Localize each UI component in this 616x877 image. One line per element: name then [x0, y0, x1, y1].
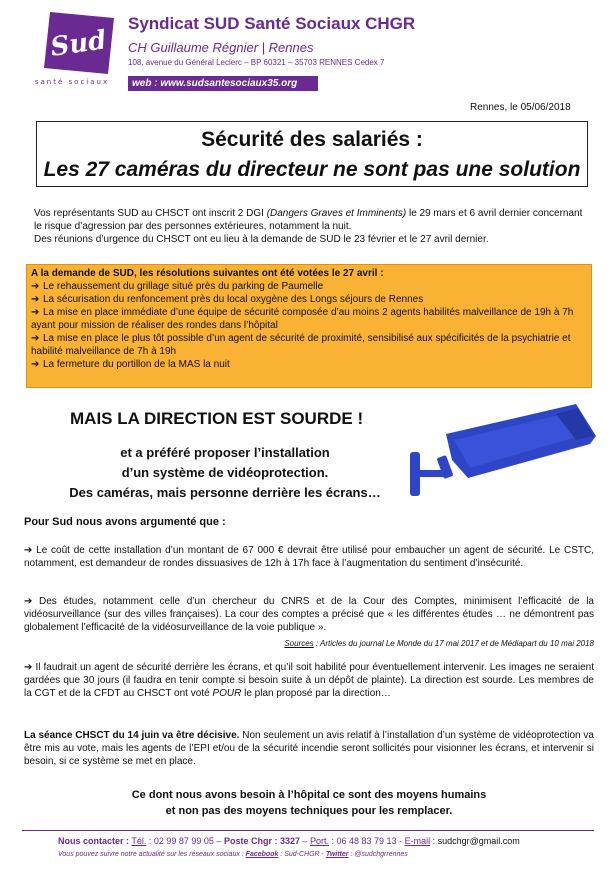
resolutions-heading: A la demande de SUD, les résolutions suivantes ont été votées le 27 avril : [31, 268, 384, 279]
arrow-right-icon: ➔ [31, 307, 40, 318]
resolution-item [31, 306, 587, 332]
statement-line-3: Des caméras, mais personne derrière les écrans… [69, 485, 381, 500]
logo-subtext: santé sociaux [34, 78, 110, 86]
website-link[interactable]: web : www.sudsantesociaux35.org [128, 76, 318, 91]
section-statement [60, 443, 390, 503]
contact-label: Nous contacter : [58, 836, 130, 846]
argument-paragraph [24, 595, 594, 634]
arrow-right-icon: ➔ [31, 294, 40, 305]
page-title: Sécurité des salariés : [201, 128, 423, 151]
intro-paragraph-2: Des réunions d’urgence du CHSCT ont eu lieu à la demande de SUD le 23 février et le 27 avril dernier. [34, 234, 489, 245]
footer-divider [22, 830, 594, 831]
resolution-text: La mise en place immédiate d’une équipe de sécurité composée d’au moins 2 agents habilités malveillance de 19h à 7h ayant pour mission de réaliser des rondes dans l’hôpital [31, 307, 574, 331]
sud-logo-icon [22, 8, 122, 88]
resolution-text: La mise en place le plus tôt possible d’un agent de sécurité de proximité, sensibilisé aux spécificités de la psychiatrie et habilité malveillance de 7h à 19h [31, 333, 571, 357]
argument-text: Des études, notamment celle d’un chercheur du CNRS et de la Cour des Comptes, minimisent l’efficacité de la vidéosurveillance (sur des villes françaises). La cour des comptes a précisé que « les différentes études … ne démontrent pas globalement l’efficacité de la vidéosurveillance de la voie publique ». [24, 596, 594, 633]
argument-text: Le coût de cette installation d’un montant de 67 000 € devrait être utilisé pour embaucher un agent de sécurité. Le CSTC, notamment, est demandeur de rondes dissuasives de 12h à 17h face à l’augmentation du sentiment d’insécurité. [24, 545, 594, 569]
closing-line-1: Ce dont nous avons besoin à l’hôpital ce sont des moyens humains [131, 789, 487, 801]
argument-paragraph [24, 729, 594, 768]
arguments-heading: Pour Sud nous avons argumenté que : [24, 516, 226, 528]
resolution-item [31, 280, 587, 293]
port-number[interactable]: : 06 48 83 79 13 - [329, 836, 405, 846]
arrow-right-icon: ➔ [24, 596, 40, 607]
twitter-label: Twitter [325, 851, 349, 858]
logo-text: Sud [48, 25, 109, 63]
footer-contact [58, 836, 520, 846]
arrow-right-icon: ➔ [31, 333, 40, 344]
argument-text: le plan proposé par la direction… [241, 688, 391, 699]
argument-text: Non seulement un avis relatif à l’installation d’un système de vidéoprotection va être mis au vote, mais les agents de l’EPI et/ou de la sécurité incendie seront sollicités pour visionner les écrans, et intervenir si besoin, si ce système se met en place. [24, 730, 594, 767]
tel-number[interactable]: : 02 99 87 99 05 – [146, 836, 224, 846]
argument-paragraph [24, 661, 594, 700]
arrow-right-icon: ➔ [24, 662, 36, 673]
closing-line-2: et non pas des moyens techniques pour les remplacer. [165, 805, 453, 817]
sources-text: : Articles du journal Le Monde du 17 mai 2017 et de Médiapart du 10 mai 2018 [313, 639, 594, 648]
argument-text: Il faudrait un agent de sécurité derrière les écrans, et qu’il soit habilité pour éventuellement intervenir. Les images ne seraient gardées que 30 jours (il faudra en tenir compte si besoin suite à un dépôt de plainte). La direction est sourde. Les membres de la CGT et de la CFDT au CHSCT ont voté [24, 662, 594, 699]
organization-address: 108, avenue du Général Leclerc – BP 60321 – 35703 RENNES Cedex 7 [128, 58, 385, 67]
argument-emphasis: POUR [212, 688, 242, 699]
facebook-link[interactable]: : Sud-CHGR - [278, 851, 326, 858]
argument-paragraph [24, 544, 594, 570]
section-heading: MAIS LA DIRECTION EST SOURDE ! [70, 409, 364, 428]
closing-statement [24, 787, 594, 819]
twitter-link[interactable]: : @sudchgrrennes [348, 851, 408, 858]
organization-name: Syndicat SUD Santé Sociaux CHGR [128, 14, 416, 33]
resolution-item [31, 293, 587, 306]
organization-subtitle: CH Guillaume Régnier | Rennes [128, 40, 314, 55]
sources-label: Sources [284, 639, 314, 648]
poste-label: Poste Chgr : 3327 [223, 836, 300, 846]
resolution-text: La fermeture du portillon de la MAS la nuit [43, 359, 230, 370]
footer-social [58, 851, 408, 858]
argument-emphasis: La séance CHSCT du 14 juin va être décisive. [24, 730, 240, 741]
title-box [36, 121, 588, 187]
intro-text-a: Vos représentants SUD au CHSCT ont inscrit 2 DGI [34, 208, 267, 219]
social-text: Vous pouvez suivre notre actualité sur les réseaux sociaux : [58, 851, 246, 858]
resolution-text: Le rehaussement du grillage situé près du parking de Paumelle [43, 281, 324, 292]
port-label: Port. [310, 836, 330, 846]
arrow-right-icon: ➔ [31, 281, 40, 292]
intro-text-c: le 29 mars et 6 avril dernier concernant le risque d’agression par des personnes extérieures, notamment la nuit. [34, 208, 583, 232]
email-label: E-mail [404, 836, 431, 846]
tel-label: Tél. [131, 836, 147, 846]
facebook-label: Facebook [245, 851, 279, 858]
arrow-right-icon: ➔ [24, 545, 37, 556]
poste-separator: – [299, 836, 310, 846]
sources-note [24, 639, 594, 648]
arrow-right-icon: ➔ [31, 359, 40, 370]
resolution-item [31, 332, 587, 358]
resolutions-box [26, 264, 592, 388]
email-link[interactable]: : sudchgr@gmail.com [430, 836, 520, 846]
intro-paragraph-1 [34, 207, 590, 233]
page-subtitle: Les 27 caméras du directeur ne sont pas une solution [43, 158, 581, 181]
statement-line-2: d’un système de vidéoprotection. [121, 465, 329, 480]
intro-text [34, 207, 590, 246]
intro-text-dgi: (Dangers Graves et Imminents) [266, 208, 407, 219]
security-camera-icon [406, 400, 602, 510]
resolution-text: La sécurisation du renfoncement près du local oxygène des Longs séjours de Rennes [43, 294, 424, 305]
statement-line-1: et a préféré proposer l’installation [120, 445, 330, 460]
resolution-item [31, 358, 587, 371]
document-date: Rennes, le 05/06/2018 [470, 102, 571, 113]
